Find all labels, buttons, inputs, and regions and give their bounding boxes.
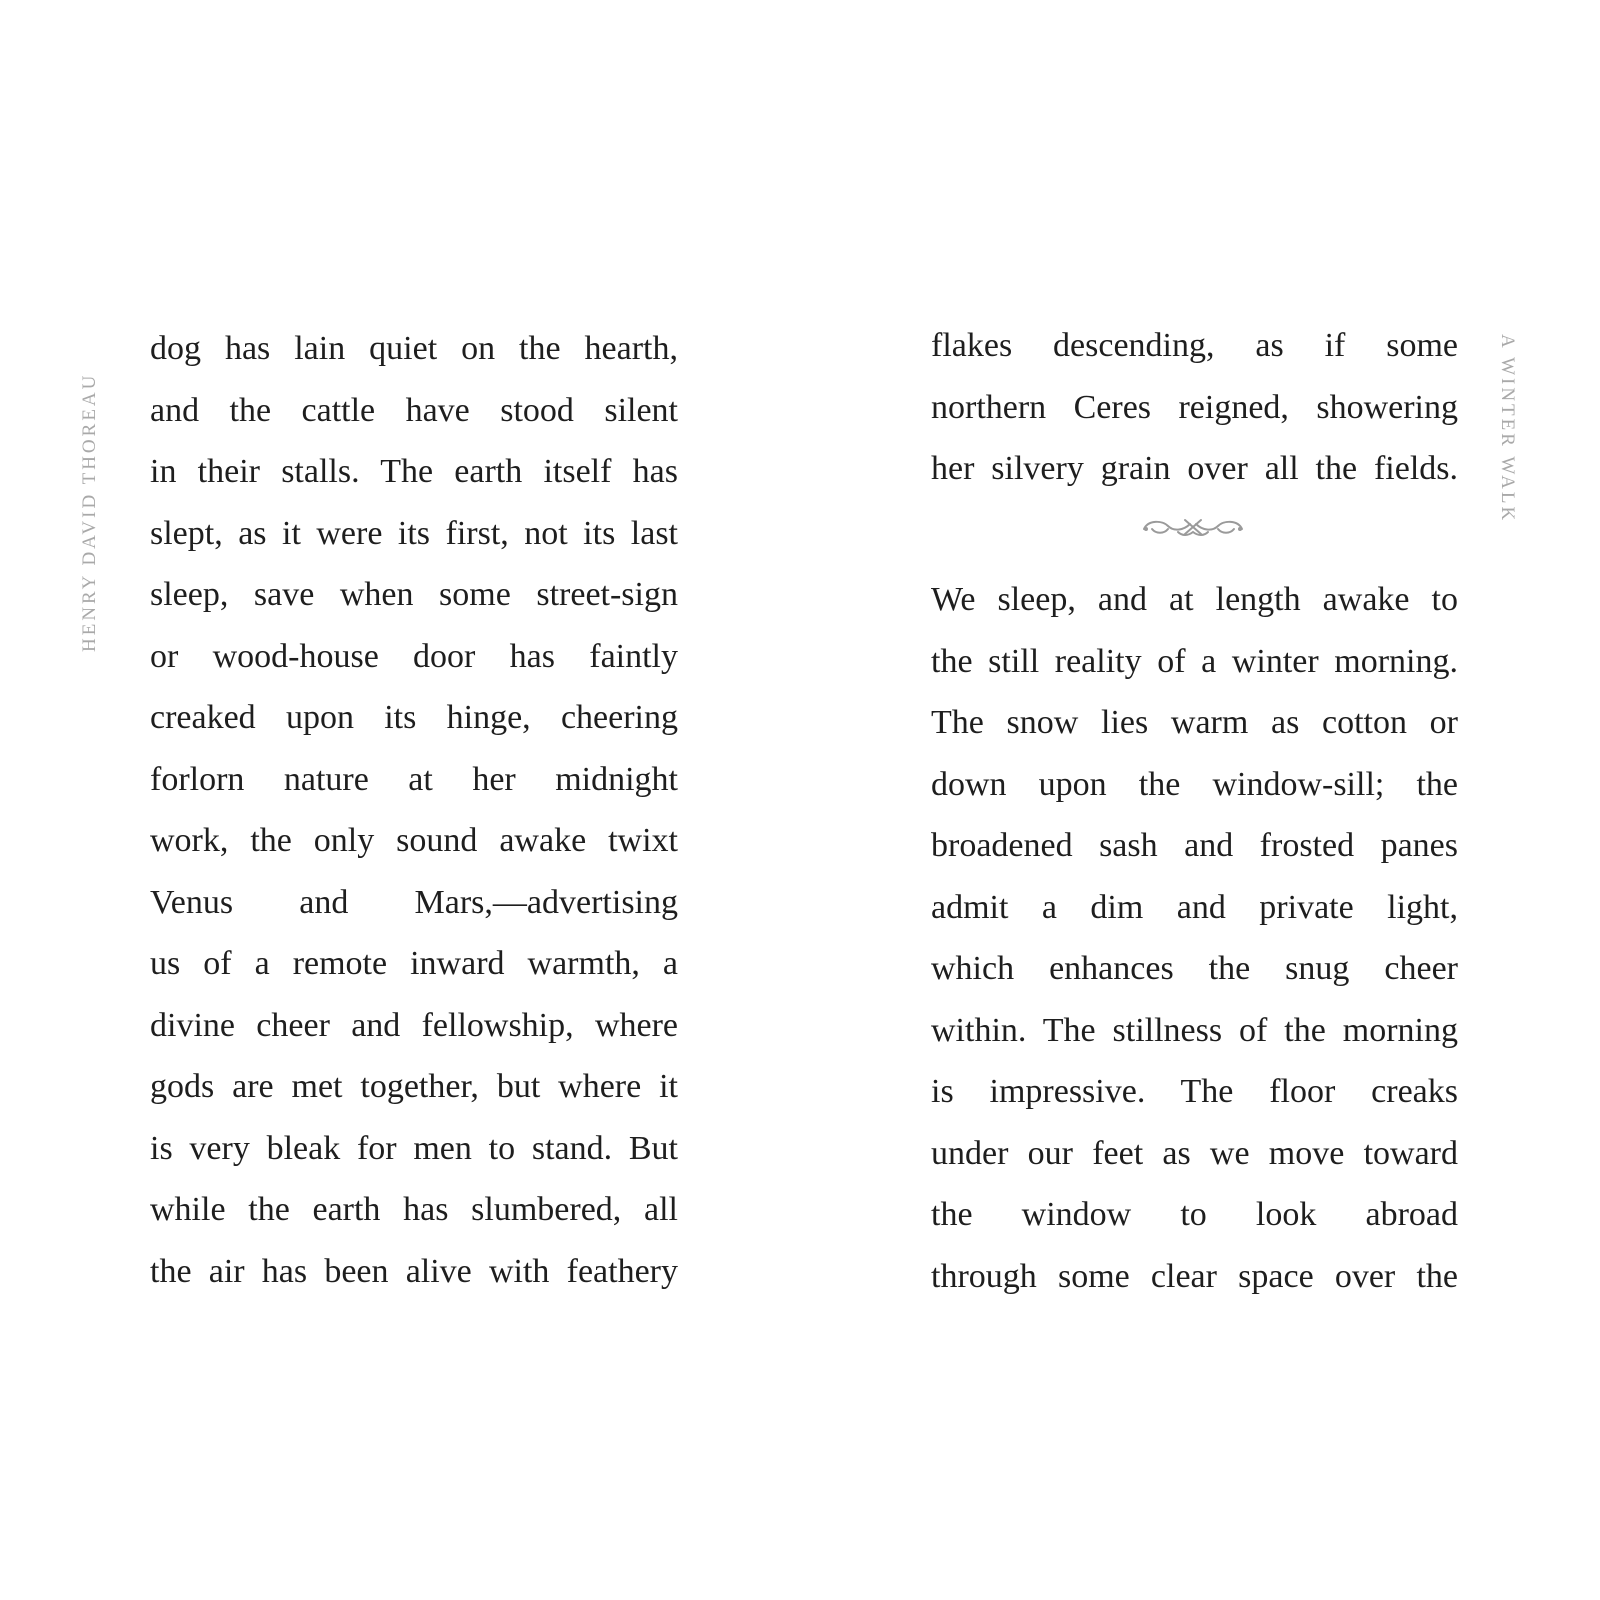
text-line: flakes descending, as if some: [931, 327, 1458, 364]
text-line: while the earth has slumbered, all: [150, 1191, 678, 1228]
text-line: down upon the window-sill; the: [931, 765, 1458, 803]
text-line: is impressive. The floor creaks: [931, 1073, 1458, 1110]
text-line: within. The stillness of the morning: [931, 1011, 1458, 1049]
text-line: under our feet as we move toward: [931, 1134, 1458, 1172]
text-line: Venus and Mars,—advertising: [150, 883, 678, 921]
running-head-title: A WINTER WALK: [1497, 334, 1518, 524]
right-page-body-top: [931, 315, 1458, 500]
text-line: which enhances the snug cheer: [931, 950, 1458, 987]
text-line: slept, as it were its first, not its last: [150, 514, 678, 552]
text-line: in their stalls. The earth itself has: [150, 453, 678, 490]
text-line: the air has been alive with feathery: [150, 1252, 678, 1290]
text-line: or wood-house door has faintly: [150, 637, 678, 675]
text-line: divine cheer and fellowship, where: [150, 1006, 678, 1044]
text-line: the window to look abroad: [931, 1196, 1458, 1233]
text-line: is very bleak for men to stand. But: [150, 1129, 678, 1167]
left-page-body: [150, 318, 678, 1302]
ornament-flourish-icon: [1138, 512, 1248, 542]
text-line: northern Ceres reigned, showering: [931, 388, 1458, 426]
text-line: through some clear space over the: [931, 1257, 1458, 1295]
text-line: sleep, save when some street-sign: [150, 576, 678, 613]
text-line: creaked upon its hinge, cheering: [150, 699, 678, 736]
text-line: gods are met together, but where it: [150, 1068, 678, 1105]
running-head-author: HENRY DAVID THOREAU: [79, 372, 100, 652]
text-line: the still reality of a winter morning.: [931, 642, 1458, 680]
text-line: us of a remote inward warmth, a: [150, 945, 678, 982]
text-line: her silvery grain over all the fields.: [931, 450, 1458, 487]
text-line: and the cattle have stood silent: [150, 391, 678, 429]
text-line: dog has lain quiet on the hearth,: [150, 330, 678, 367]
right-page: [800, 0, 1600, 1600]
text-line: forlorn nature at her midnight: [150, 760, 678, 798]
text-line: We sleep, and at length awake to: [931, 581, 1458, 618]
right-page-body-bottom: [931, 569, 1458, 1307]
text-line: broadened sash and frosted panes: [931, 827, 1458, 864]
text-line: admit a dim and private light,: [931, 888, 1458, 926]
text-line: work, the only sound awake twixt: [150, 822, 678, 859]
text-line: The snow lies warm as cotton or: [931, 704, 1458, 741]
